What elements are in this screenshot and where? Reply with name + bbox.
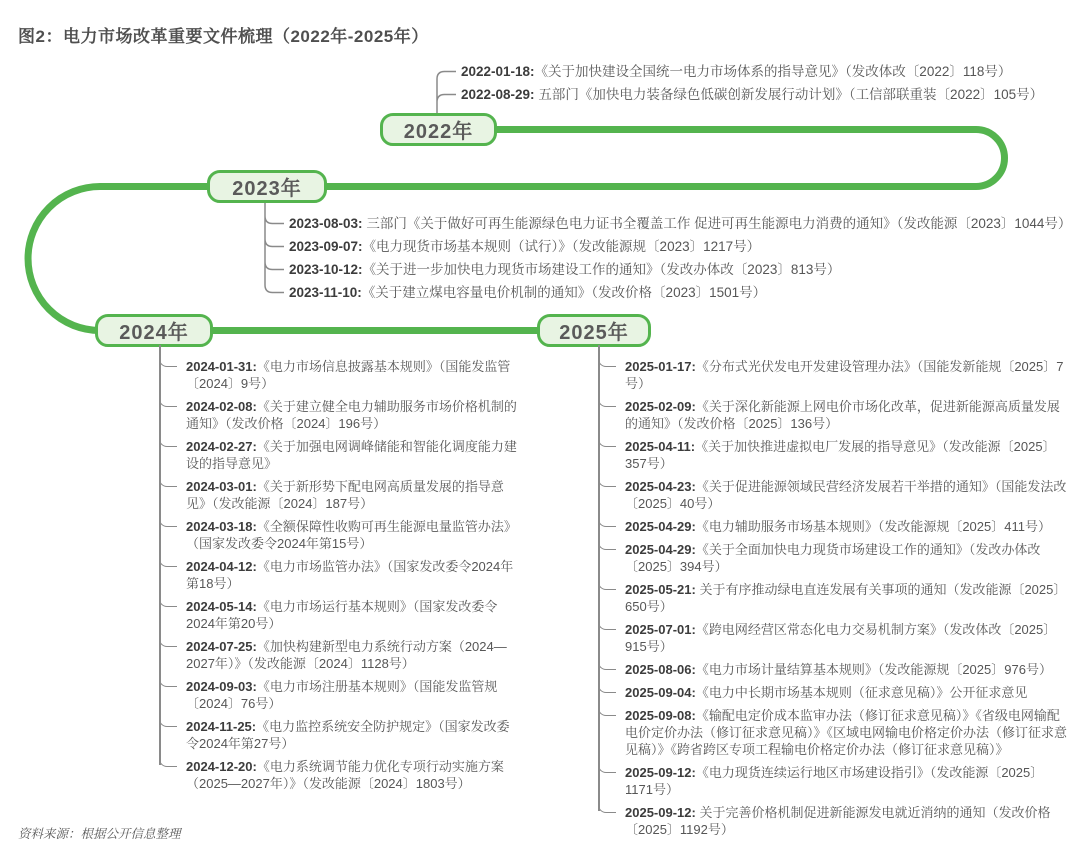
timeline-item <box>598 684 1068 701</box>
doc-list-2022 <box>461 60 1043 106</box>
timeline-item <box>159 678 521 712</box>
item-date: 2024-11-25: <box>186 719 257 734</box>
year-badge-2025: 2025年 <box>537 314 651 347</box>
year-badge-2022: 2022年 <box>380 113 497 146</box>
item-text: 《关于全面加快电力现货市场建设工作的通知》（发改办体改〔2025〕394号） <box>625 542 1041 574</box>
item-text: 《电力现货市场基本规则（试行）》（发改能源规〔2023〕1217号） <box>362 239 761 254</box>
item-date: 2024-02-08: <box>186 399 257 414</box>
timeline-item <box>159 438 521 472</box>
item-date: 2022-01-18: <box>461 64 535 79</box>
item-text: 《电力监控系统安全防护规定》（国家发改委令2024年第27号） <box>186 719 510 751</box>
timeline-item <box>159 718 521 752</box>
item-date: 2025-08-06: <box>625 662 696 677</box>
item-text: 《关于进一步加快电力现货市场建设工作的通知》（发改办体改〔2023〕813号） <box>362 262 841 277</box>
item-date: 2024-03-01: <box>186 479 257 494</box>
item-date: 2024-01-31: <box>186 359 257 374</box>
timeline-item <box>159 478 521 512</box>
item-text: 《电力辅助服务市场基本规则》（发改能源规〔2025〕411号） <box>695 519 1051 534</box>
timeline-item <box>159 758 521 792</box>
item-date: 2024-09-03: <box>186 679 257 694</box>
item-date: 2025-04-29: <box>625 542 696 557</box>
item-date: 2025-07-01: <box>625 622 696 637</box>
item-text: 《电力市场运行基本规则》（国家发改委令2024年第20号） <box>186 599 498 631</box>
figure-title: 图2：电力市场改革重要文件梳理（2022年-2025年） <box>18 27 429 46</box>
item-text: 《电力市场计量结算基本规则》（发改能源规〔2025〕976号） <box>695 662 1052 677</box>
item-date: 2024-02-27: <box>186 439 257 454</box>
item-text: 《关于新形势下配电网高质量发展的指导意见》（发改能源〔2024〕187号） <box>186 479 504 511</box>
item-date: 2025-01-17: <box>625 359 696 374</box>
source-note: 资料来源：根据公开信息整理 <box>18 827 181 841</box>
timeline-item <box>289 212 1071 235</box>
item-text: 《电力现货连续运行地区市场建设指引》（发改能源〔2025〕1171号） <box>625 765 1044 797</box>
item-text: 《输配电定价成本监审办法（修订征求意见稿）》《省级电网输配电价定价办法（修订征求意见稿）》《区域电网输电价格定价办法（修订征求意见稿）》《跨省跨区专项工程输电价格定价办法（修订征求意见稿）》 <box>625 708 1068 757</box>
item-text: 《电力中长期市场基本规则（征求意见稿）》公开征求意见 <box>695 685 1028 700</box>
timeline-item <box>159 558 521 592</box>
item-text: 《关于促进能源领域民营经济发展若干举措的通知》（国能发法改〔2025〕40号） <box>625 479 1067 511</box>
timeline-item <box>598 358 1068 392</box>
item-text: 《关于加强电网调峰储能和智能化调度能力建设的指导意见》 <box>186 439 517 471</box>
item-date: 2025-04-29: <box>625 519 696 534</box>
timeline-item <box>598 541 1068 575</box>
item-date: 2025-09-12: <box>625 805 696 820</box>
item-text: 《分布式光伏发电开发建设管理办法》（国能发新能规〔2025〕7号） <box>625 359 1064 391</box>
item-date: 2025-09-04: <box>625 685 696 700</box>
item-date: 2025-04-23: <box>625 479 696 494</box>
item-text: 《电力市场信息披露基本规则》（国能发监管〔2024〕9号） <box>186 359 511 391</box>
bracket-2022 <box>437 72 456 115</box>
item-date: 2024-12-20: <box>186 759 257 774</box>
item-text: 《关于建立健全电力辅助服务市场价格机制的通知》（发改价格〔2024〕196号） <box>186 399 517 431</box>
item-text: 《关于加快建设全国统一电力市场体系的指导意见》（发改体改〔2022〕118号） <box>534 64 1012 79</box>
timeline-item <box>598 518 1068 535</box>
timeline-item <box>598 804 1068 838</box>
item-date: 2025-04-11: <box>625 439 696 454</box>
item-text: 五部门《加快电力装备绿色低碳创新发展行动计划》（工信部联重装〔2022〕105号） <box>534 87 1044 102</box>
item-text: 关于完善价格机制促进新能源发电就近消纳的通知（发改价格〔2025〕1192号） <box>625 805 1051 837</box>
item-date: 2024-04-12: <box>186 559 257 574</box>
timeline-item <box>159 518 521 552</box>
item-date: 2025-02-09: <box>625 399 696 414</box>
item-text: 关于有序推动绿电直连发展有关事项的通知（发改能源〔2025〕650号） <box>625 582 1067 614</box>
timeline-item <box>289 235 1071 258</box>
doc-list-2023 <box>289 212 1071 304</box>
item-text: 《电力系统调节能力优化专项行动实施方案（2025—2027年）》（发改能源〔2024〕1803号） <box>186 759 504 791</box>
timeline-item <box>598 398 1068 432</box>
doc-list-2024 <box>159 358 521 798</box>
year-badge-2024: 2024年 <box>95 314 213 347</box>
item-date: 2025-09-12: <box>625 765 696 780</box>
doc-list-2025 <box>598 358 1068 844</box>
timeline-item <box>289 258 1071 281</box>
item-text: 《全额保障性收购可再生能源电量监管办法》（国家发改委令2024年第15号） <box>186 519 517 551</box>
item-date: 2023-10-12: <box>289 262 363 277</box>
item-date: 2023-09-07: <box>289 239 363 254</box>
item-date: 2024-05-14: <box>186 599 257 614</box>
item-text: 《关于建立煤电容量电价机制的通知》（发改价格〔2023〕1501号） <box>361 285 767 300</box>
timeline-item <box>159 358 521 392</box>
item-text: 《关于加快推进虚拟电厂发展的指导意见》（发改能源〔2025〕357号） <box>625 439 1056 471</box>
timeline-item <box>598 764 1068 798</box>
item-date: 2022-08-29: <box>461 87 535 102</box>
item-text: 《加快构建新型电力系统行动方案（2024—2027年）》（发改能源〔2024〕1128号） <box>186 639 507 671</box>
item-date: 2023-08-03: <box>289 216 363 231</box>
item-date: 2023-11-10: <box>289 285 362 300</box>
item-text: 三部门《关于做好可再生能源绿色电力证书全覆盖工作 促进可再生能源电力消费的通知》（发改能源〔2023〕1044号） <box>362 216 1072 231</box>
item-date: 2025-09-08: <box>625 708 696 723</box>
item-text: 《电力市场监管办法》（国家发改委令2024年第18号） <box>186 559 514 591</box>
item-date: 2024-07-25: <box>186 639 257 654</box>
item-text: 《关于深化新能源上网电价市场化改革，促进新能源高质量发展的通知》（发改价格〔2025〕136号） <box>625 399 1060 431</box>
timeline-item <box>159 398 521 432</box>
timeline-item <box>159 598 521 632</box>
timeline-item <box>598 621 1068 655</box>
year-badge-2023: 2023年 <box>207 170 327 203</box>
item-text: 《电力市场注册基本规则》（国能发监管规〔2024〕76号） <box>186 679 498 711</box>
item-text: 《跨电网经营区常态化电力交易机制方案》（发改体改〔2025〕915号） <box>625 622 1057 654</box>
item-date: 2025-05-21: <box>625 582 696 597</box>
item-date: 2024-03-18: <box>186 519 257 534</box>
timeline-item <box>461 60 1043 83</box>
timeline-item <box>598 438 1068 472</box>
timeline-item <box>598 478 1068 512</box>
timeline-item <box>461 83 1043 106</box>
timeline-item <box>289 281 1071 304</box>
bracket-2023 <box>265 202 284 293</box>
timeline-item <box>598 707 1068 758</box>
timeline-item <box>159 638 521 672</box>
timeline-item <box>598 581 1068 615</box>
timeline-item <box>598 661 1068 678</box>
